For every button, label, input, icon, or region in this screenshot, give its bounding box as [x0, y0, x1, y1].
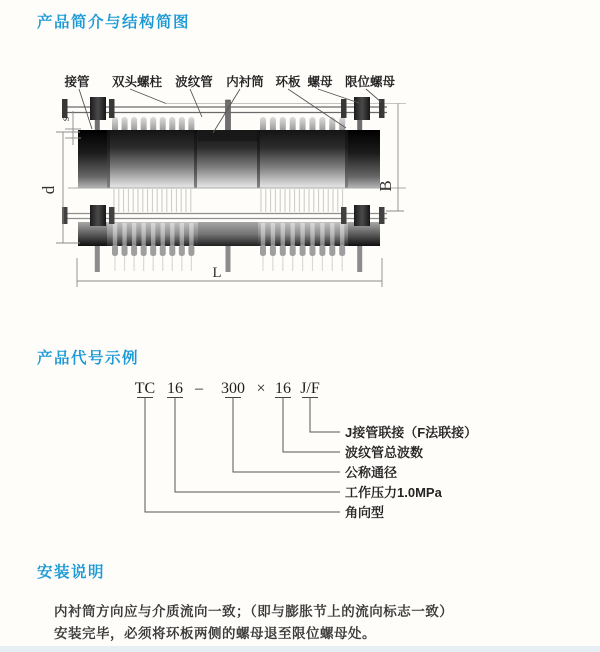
code-part-diameter: 300 [221, 380, 245, 397]
dim-label-l: L [212, 265, 222, 281]
section-title-overview: 产品简介与结构简图 [37, 14, 191, 31]
callout-working-pressure: 工作压力1.0MPa [345, 485, 442, 500]
callout-connection: J接管联接（F法联接） [345, 425, 478, 440]
callout-angular-type: 角向型 [345, 505, 385, 520]
part-label-nut: 螺母 [307, 75, 333, 89]
part-label-stud: 双头螺柱 [111, 75, 163, 89]
page-edge-strip [0, 646, 600, 652]
callout-wave-count: 波纹管总波数 [345, 445, 424, 460]
lower-liner-shadow [198, 222, 258, 246]
lower-bellows-fins [260, 245, 345, 256]
pipe-end-left [78, 130, 107, 188]
install-note-line-2: 安装完毕，必须将环板两侧的螺母退至限位螺母处。 [54, 626, 376, 641]
product-code-diagram [120, 376, 480, 544]
stud-upper-center [226, 100, 231, 131]
dim-label-b: B [376, 180, 395, 192]
lower-fin-tails [115, 256, 191, 271]
bellows-reflection-lines [261, 189, 343, 212]
code-part-waves: 16 [275, 380, 291, 397]
section-title-installation: 安装说明 [37, 564, 106, 581]
code-part-model: TC [134, 380, 156, 397]
part-label-bellows: 波纹管 [175, 75, 213, 89]
part-label-ring-plate: 环板 [275, 75, 301, 89]
dimension-d [39, 132, 80, 243]
code-part-connection: J/F [300, 380, 320, 397]
dimension-b [376, 104, 404, 212]
dim-label-d: d [39, 185, 58, 195]
part-label-limit-nut: 限位螺母 [344, 75, 396, 89]
callout-nominal-diameter: 公称通径 [345, 465, 398, 480]
bellows-reflection-lines [114, 189, 191, 212]
dim-label-s: s [60, 116, 72, 122]
lower-bellows-stripes [261, 223, 345, 246]
structure-diagram [30, 55, 470, 315]
code-times: × [256, 380, 266, 397]
install-note-line-1: 内衬筒方向应与介质流向一致；（即与膨胀节上的流向标志一致） [54, 604, 454, 619]
lower-fin-tails [263, 256, 342, 271]
inner-liner-band [198, 130, 258, 141]
lower-bellows-fins [112, 245, 194, 256]
code-part-pressure: 16 [167, 380, 183, 397]
lower-bellows-stripes [113, 223, 194, 246]
callout-lines [145, 398, 340, 513]
section-title-code-example: 产品代号示例 [37, 350, 140, 367]
part-label-liner: 内衬筒 [226, 75, 264, 89]
tie-rod-upper [62, 97, 387, 120]
code-dash: – [195, 380, 203, 397]
pipe-end-right [348, 130, 380, 188]
part-label-pipe-end: 接管 [64, 75, 90, 89]
